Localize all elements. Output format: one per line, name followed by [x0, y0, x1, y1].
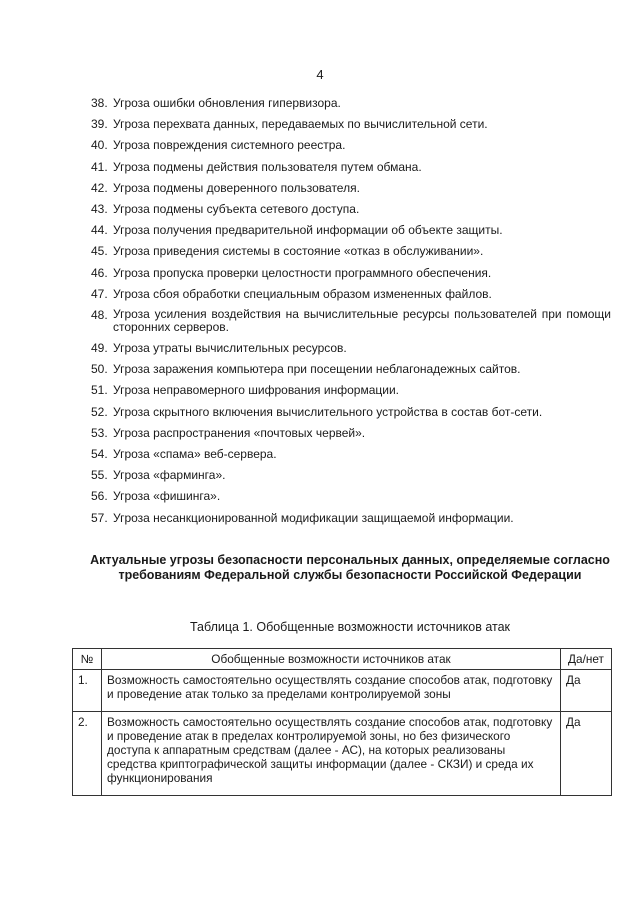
attack-capabilities-table	[72, 648, 612, 796]
item-number: 40.	[91, 138, 108, 153]
item-number: 53.	[91, 425, 108, 440]
row-capability: Возможность самостоятельно осуществлять создание способов атак, подготовку и проведение атак в пределах контролируемой зоны, но без физического доступа к аппаратным средствам (далее - АС), на которых реализованы средства криптографической защиты информации (далее - СКЗИ) и среда их функционирования	[102, 712, 561, 796]
table-header-row	[73, 649, 612, 670]
item-text: Угроза получения предварительной информации об объекте защиты.	[113, 223, 503, 238]
row-number: 2.	[73, 712, 102, 796]
list-item	[91, 202, 611, 216]
item-number: 41.	[91, 159, 108, 174]
item-number: 55.	[91, 468, 108, 483]
row-yes-no: Да	[561, 712, 612, 796]
item-number: 47.	[91, 286, 108, 301]
item-number: 39.	[91, 117, 108, 132]
item-text: Угроза утраты вычислительных ресурсов.	[113, 341, 347, 356]
header-number: №	[73, 649, 102, 670]
table-caption: Таблица 1. Обобщенные возможности источников атак	[189, 620, 511, 634]
item-number: 43.	[91, 201, 108, 216]
item-text: Угроза приведения системы в состояние «отказ в обслуживании».	[113, 244, 484, 259]
row-capability: Возможность самостоятельно осуществлять создание способов атак, подготовку и проведение атак только за пределами контролируемой зоны	[102, 670, 561, 712]
item-text: Угроза перехвата данных, передаваемых по вычислительной сети.	[113, 117, 488, 132]
header-yes-no: Да/нет	[561, 649, 612, 670]
page-number: 4	[316, 67, 324, 82]
item-number: 56.	[91, 489, 108, 504]
item-number: 45.	[91, 244, 108, 259]
item-text: Угроза подмены действия пользователя путем обмана.	[113, 159, 422, 174]
item-number: 46.	[91, 265, 108, 280]
item-text: Угроза сбоя обработки специальным образом измененных файлов.	[113, 286, 492, 301]
item-number: 52.	[91, 404, 108, 419]
threat-list	[91, 96, 611, 532]
item-text: Угроза подмены субъекта сетевого доступа.	[113, 201, 360, 216]
list-item	[91, 426, 611, 440]
item-text: Угроза несанкционированной модификации защищаемой информации.	[113, 510, 514, 525]
item-number: 38.	[91, 96, 108, 110]
item-number: 50.	[91, 362, 108, 377]
item-number: 42.	[91, 180, 108, 195]
list-item	[91, 96, 611, 110]
list-item	[91, 181, 611, 195]
list-item	[91, 447, 611, 461]
item-number: 44.	[91, 223, 108, 238]
item-text: Угроза ошибки обновления гипервизора.	[113, 96, 341, 110]
list-item	[91, 266, 611, 280]
list-item	[91, 117, 611, 131]
list-item	[91, 223, 611, 237]
list-item	[91, 489, 611, 503]
section-heading: Актуальные угрозы безопасности персональных данных, определяемые согласно требованиям Федеральной службы безопасности Российской Федерации	[90, 553, 610, 582]
list-item	[91, 308, 611, 334]
row-number: 1.	[73, 670, 102, 712]
item-number: 57.	[91, 510, 108, 525]
item-number: 54.	[91, 447, 108, 461]
item-text: Угроза «фишинга».	[113, 489, 221, 504]
item-text: Угроза усиления воздействия на вычислительные ресурсы пользователей при помощи сторонних серверов.	[113, 306, 611, 334]
list-item	[91, 511, 611, 525]
item-number: 48.	[91, 307, 108, 322]
row-yes-no: Да	[561, 670, 612, 712]
list-item	[91, 405, 611, 419]
table-row	[73, 670, 612, 712]
item-text: Угроза пропуска проверки целостности программного обеспечения.	[113, 265, 492, 280]
item-text: Угроза распространения «почтовых червей».	[113, 425, 366, 440]
list-item	[91, 160, 611, 174]
item-text: Угроза повреждения системного реестра.	[113, 138, 346, 153]
item-text: Угроза неправомерного шифрования информации.	[113, 383, 399, 398]
list-item	[91, 383, 611, 397]
item-text: Угроза подмены доверенного пользователя.	[113, 180, 360, 195]
list-item	[91, 244, 611, 258]
list-item	[91, 362, 611, 376]
item-text: Угроза скрытного включения вычислительного устройства в состав бот-сети.	[113, 404, 543, 419]
list-item	[91, 341, 611, 355]
header-capability: Обобщенные возможности источников атак	[102, 649, 561, 670]
item-text: Угроза «спама» веб-сервера.	[113, 447, 277, 461]
item-text: Угроза заражения компьютера при посещении неблагонадежных сайтов.	[113, 362, 521, 377]
table-row	[73, 712, 612, 796]
list-item	[91, 138, 611, 152]
item-number: 49.	[91, 341, 108, 356]
item-number: 51.	[91, 383, 108, 398]
list-item	[91, 468, 611, 482]
list-item	[91, 287, 611, 301]
item-text: Угроза «фарминга».	[113, 468, 226, 483]
